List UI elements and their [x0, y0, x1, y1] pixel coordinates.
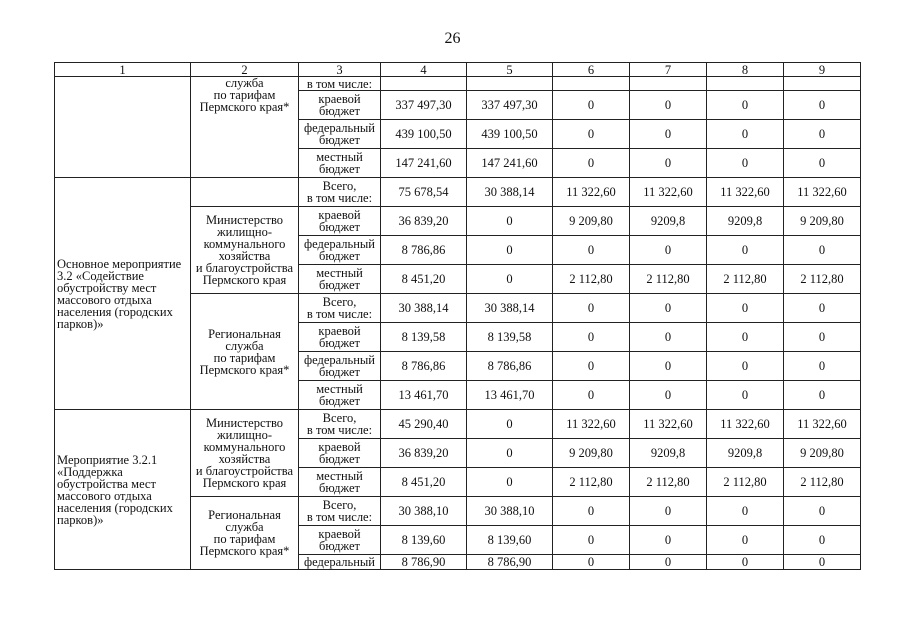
value-cell: 11 322,60 [784, 178, 861, 207]
value-cell: 0 [630, 149, 707, 178]
budget-table [54, 62, 861, 570]
column-number-row [55, 63, 861, 77]
source-cell: Всего, в том числе: [299, 178, 381, 207]
column-header: 7 [630, 63, 707, 77]
value-cell: 9209,8 [707, 439, 784, 468]
value-cell: 8 786,90 [467, 555, 553, 570]
value-cell: 8 139,58 [381, 323, 467, 352]
source-cell: краевой бюджет [299, 439, 381, 468]
executor-cell: Министерство жилищно- коммунального хозяйства и благоустройства Пермского края [191, 410, 299, 497]
value-cell: 0 [784, 526, 861, 555]
value-cell: 30 388,14 [467, 178, 553, 207]
value-cell [707, 77, 784, 91]
column-header: 5 [467, 63, 553, 77]
value-cell: 0 [630, 120, 707, 149]
value-cell: 8 786,90 [381, 555, 467, 570]
executor-cell: служба по тарифам Пермского края* [191, 77, 299, 178]
value-cell: 0 [707, 91, 784, 120]
value-cell: 0 [707, 294, 784, 323]
value-cell: 0 [553, 497, 630, 526]
value-cell: 11 322,60 [707, 178, 784, 207]
value-cell: 0 [553, 149, 630, 178]
value-cell: 13 461,70 [381, 381, 467, 410]
value-cell [630, 77, 707, 91]
value-cell: 0 [707, 352, 784, 381]
table-row [55, 410, 861, 439]
source-cell: федеральный бюджет [299, 236, 381, 265]
value-cell: 2 112,80 [784, 265, 861, 294]
value-cell: 0 [784, 120, 861, 149]
value-cell: 0 [630, 497, 707, 526]
source-cell: федеральный [299, 555, 381, 570]
value-cell: 0 [467, 410, 553, 439]
value-cell: 2 112,80 [553, 468, 630, 497]
value-cell: 45 290,40 [381, 410, 467, 439]
table-row [55, 77, 861, 91]
value-cell: 0 [707, 497, 784, 526]
source-cell: федеральный бюджет [299, 120, 381, 149]
value-cell: 0 [707, 149, 784, 178]
source-cell: краевой бюджет [299, 323, 381, 352]
value-cell: 0 [630, 236, 707, 265]
value-cell: 11 322,60 [784, 410, 861, 439]
source-cell: местный бюджет [299, 468, 381, 497]
source-cell: местный бюджет [299, 149, 381, 178]
value-cell [467, 77, 553, 91]
value-cell: 8 786,86 [381, 236, 467, 265]
value-cell: 8 139,58 [467, 323, 553, 352]
value-cell: 2 112,80 [707, 265, 784, 294]
column-header: 6 [553, 63, 630, 77]
value-cell: 11 322,60 [553, 178, 630, 207]
value-cell [553, 77, 630, 91]
value-cell: 2 112,80 [784, 468, 861, 497]
value-cell: 2 112,80 [707, 468, 784, 497]
value-cell: 0 [553, 91, 630, 120]
value-cell: 0 [630, 294, 707, 323]
value-cell: 0 [707, 381, 784, 410]
column-header: 1 [55, 63, 191, 77]
value-cell: 0 [707, 120, 784, 149]
value-cell: 337 497,30 [381, 91, 467, 120]
value-cell: 0 [467, 468, 553, 497]
value-cell: 11 322,60 [707, 410, 784, 439]
value-cell: 0 [553, 323, 630, 352]
value-cell: 0 [553, 120, 630, 149]
value-cell: 0 [784, 352, 861, 381]
value-cell: 0 [630, 323, 707, 352]
value-cell: 30 388,10 [467, 497, 553, 526]
page-number: 26 [444, 30, 461, 47]
value-cell: 0 [707, 555, 784, 570]
source-cell: краевой бюджет [299, 526, 381, 555]
value-cell: 0 [630, 91, 707, 120]
value-cell: 9209,8 [707, 207, 784, 236]
value-cell: 0 [784, 236, 861, 265]
value-cell: 439 100,50 [467, 120, 553, 149]
value-cell: 0 [630, 352, 707, 381]
value-cell: 9 209,80 [784, 207, 861, 236]
value-cell: 0 [784, 381, 861, 410]
value-cell: 0 [553, 381, 630, 410]
source-cell: Всего, в том числе: [299, 497, 381, 526]
value-cell: 30 388,14 [381, 294, 467, 323]
value-cell: 11 322,60 [553, 410, 630, 439]
value-cell: 30 388,10 [381, 497, 467, 526]
value-cell [784, 77, 861, 91]
value-cell: 0 [553, 352, 630, 381]
value-cell: 0 [553, 555, 630, 570]
measure-cell: Основное мероприятие 3.2 «Содействие обустройству мест массового отдыха населения (городских парков)» [55, 178, 191, 410]
source-cell: Всего, в том числе: [299, 294, 381, 323]
table-body [55, 77, 861, 570]
value-cell: 0 [707, 323, 784, 352]
value-cell: 0 [630, 381, 707, 410]
executor-cell: Министерство жилищно- коммунального хозяйства и благоустройства Пермского края [191, 207, 299, 294]
value-cell: 2 112,80 [630, 265, 707, 294]
source-cell: местный бюджет [299, 381, 381, 410]
value-cell: 8 786,86 [381, 352, 467, 381]
value-cell: 0 [784, 323, 861, 352]
value-cell: 337 497,30 [467, 91, 553, 120]
value-cell: 0 [467, 207, 553, 236]
column-header: 9 [784, 63, 861, 77]
executor-cell [191, 178, 299, 207]
value-cell: 0 [784, 497, 861, 526]
value-cell: 11 322,60 [630, 178, 707, 207]
measure-cell: Мероприятие 3.2.1 «Поддержка обустройства мест массового отдыха населения (городских парков)» [55, 410, 191, 570]
table-row [55, 178, 861, 207]
value-cell: 36 839,20 [381, 207, 467, 236]
value-cell: 0 [784, 555, 861, 570]
value-cell: 2 112,80 [630, 468, 707, 497]
value-cell: 8 451,20 [381, 468, 467, 497]
value-cell [381, 77, 467, 91]
value-cell: 0 [707, 526, 784, 555]
value-cell: 147 241,60 [467, 149, 553, 178]
value-cell: 0 [707, 236, 784, 265]
value-cell: 9209,8 [630, 207, 707, 236]
value-cell: 0 [630, 526, 707, 555]
column-header: 4 [381, 63, 467, 77]
executor-cell: Региональная служба по тарифам Пермского края* [191, 497, 299, 570]
source-cell: местный бюджет [299, 265, 381, 294]
value-cell: 2 112,80 [553, 265, 630, 294]
column-header: 2 [191, 63, 299, 77]
value-cell: 9 209,80 [553, 207, 630, 236]
value-cell: 0 [553, 526, 630, 555]
value-cell: 0 [467, 265, 553, 294]
value-cell: 13 461,70 [467, 381, 553, 410]
column-header: 8 [707, 63, 784, 77]
value-cell: 9 209,80 [784, 439, 861, 468]
value-cell: 0 [467, 236, 553, 265]
value-cell: 8 451,20 [381, 265, 467, 294]
source-cell: краевой бюджет [299, 207, 381, 236]
value-cell: 30 388,14 [467, 294, 553, 323]
value-cell: 0 [784, 149, 861, 178]
value-cell: 0 [553, 236, 630, 265]
source-cell: в том числе: [299, 77, 381, 91]
value-cell: 9209,8 [630, 439, 707, 468]
source-cell: краевой бюджет [299, 91, 381, 120]
value-cell: 147 241,60 [381, 149, 467, 178]
value-cell: 439 100,50 [381, 120, 467, 149]
value-cell: 8 139,60 [381, 526, 467, 555]
value-cell: 0 [784, 91, 861, 120]
value-cell: 9 209,80 [553, 439, 630, 468]
column-header: 3 [299, 63, 381, 77]
source-cell: Всего, в том числе: [299, 410, 381, 439]
measure-cell [55, 77, 191, 178]
value-cell: 0 [784, 294, 861, 323]
source-cell: федеральный бюджет [299, 352, 381, 381]
executor-cell: Региональная служба по тарифам Пермского края* [191, 294, 299, 410]
value-cell: 0 [467, 439, 553, 468]
value-cell: 11 322,60 [630, 410, 707, 439]
value-cell: 0 [630, 555, 707, 570]
value-cell: 75 678,54 [381, 178, 467, 207]
value-cell: 0 [553, 294, 630, 323]
value-cell: 8 139,60 [467, 526, 553, 555]
value-cell: 8 786,86 [467, 352, 553, 381]
value-cell: 36 839,20 [381, 439, 467, 468]
